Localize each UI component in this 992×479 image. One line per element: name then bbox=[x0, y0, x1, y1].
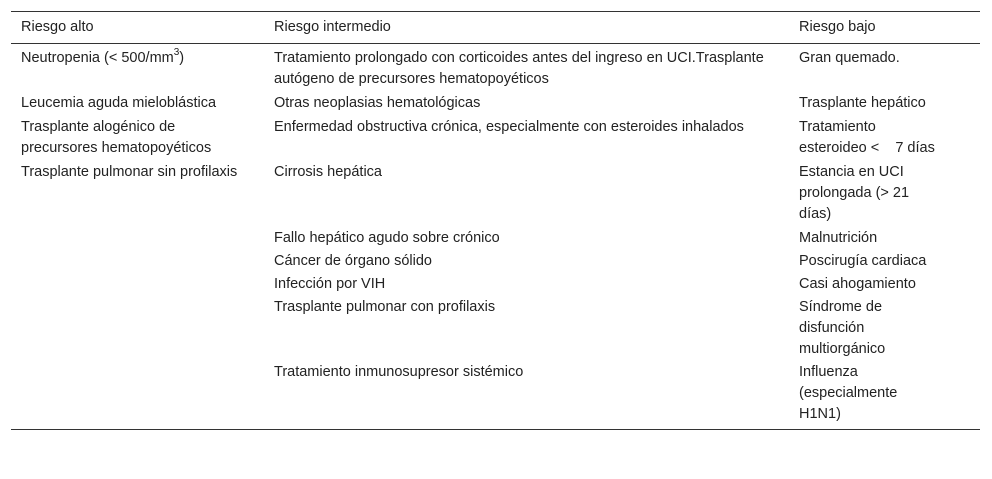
header-riesgo-intermedio: Riesgo intermedio bbox=[274, 19, 391, 35]
cell-riesgo-alto bbox=[11, 273, 264, 296]
cell-riesgo-alto: Trasplante pulmonar sin profilaxis bbox=[21, 164, 238, 180]
cell-text: Neutropenia (< 500/mm bbox=[21, 50, 174, 66]
cell-riesgo-intermedio: Otras neoplasias hematológicas bbox=[274, 95, 481, 111]
cell-riesgo-bajo: Casi ahogamiento bbox=[799, 276, 916, 292]
cell-riesgo-alto bbox=[11, 361, 264, 430]
cell-text-suffix: ) bbox=[179, 50, 185, 66]
risk-table-container bbox=[11, 11, 980, 430]
cell-riesgo-alto bbox=[11, 44, 264, 93]
cell-riesgo-bajo: Malnutrición bbox=[799, 230, 878, 246]
cell-riesgo-alto bbox=[11, 250, 264, 273]
cell-riesgo-intermedio: Cáncer de órgano sólido bbox=[274, 253, 432, 269]
header-riesgo-alto: Riesgo alto bbox=[21, 19, 94, 35]
cell-riesgo-bajo: Estancia en UCI prolongada (> 21 días) bbox=[799, 164, 910, 222]
header-riesgo-bajo: Riesgo bajo bbox=[799, 19, 876, 35]
cell-riesgo-alto bbox=[11, 227, 264, 250]
table-row bbox=[11, 92, 980, 116]
table-row bbox=[11, 361, 980, 430]
cell-riesgo-bajo: Gran quemado. bbox=[799, 50, 900, 66]
table-row bbox=[11, 116, 980, 161]
cell-riesgo-intermedio: Fallo hepático agudo sobre crónico bbox=[274, 230, 500, 246]
cell-riesgo-alto bbox=[11, 296, 264, 361]
cell-riesgo-intermedio: Trasplante pulmonar con profilaxis bbox=[274, 299, 496, 315]
cell-riesgo-bajo: Poscirugía cardiaca bbox=[799, 253, 927, 269]
table-row bbox=[11, 250, 980, 273]
table-row bbox=[11, 227, 980, 250]
cell-riesgo-bajo: Influenza (especialmente H1N1) bbox=[799, 364, 898, 422]
cell-riesgo-intermedio: Infección por VIH bbox=[274, 276, 386, 292]
cell-riesgo-alto: Leucemia aguda mieloblástica bbox=[21, 95, 217, 111]
cell-riesgo-intermedio: Tratamiento prolongado con corticoides antes del ingreso en UCI.Trasplante autógeno de precursores hematopoyéticos bbox=[274, 50, 764, 87]
table-row bbox=[11, 44, 980, 93]
cell-riesgo-intermedio: Enfermedad obstructiva crónica, especialmente con esteroides inhalados bbox=[274, 119, 744, 135]
cell-riesgo-bajo: Tratamiento esteroideo < 7 días bbox=[799, 119, 935, 156]
cell-riesgo-bajo: Trasplante hepático bbox=[799, 95, 926, 111]
table-row bbox=[11, 273, 980, 296]
cell-riesgo-intermedio: Cirrosis hepática bbox=[274, 164, 382, 180]
cell-riesgo-intermedio: Tratamiento inmunosupresor sistémico bbox=[274, 364, 524, 380]
table-body bbox=[11, 44, 980, 430]
table-row bbox=[11, 161, 980, 227]
cell-riesgo-bajo: Síndrome de disfunción multiorgánico bbox=[799, 299, 886, 357]
risk-table bbox=[11, 11, 980, 430]
header-row bbox=[11, 12, 980, 44]
table-row bbox=[11, 296, 980, 361]
table-header bbox=[11, 12, 980, 44]
superscript: 3 bbox=[173, 47, 180, 59]
cell-riesgo-alto: Trasplante alogénico de precursores hematopoyéticos bbox=[21, 119, 212, 156]
